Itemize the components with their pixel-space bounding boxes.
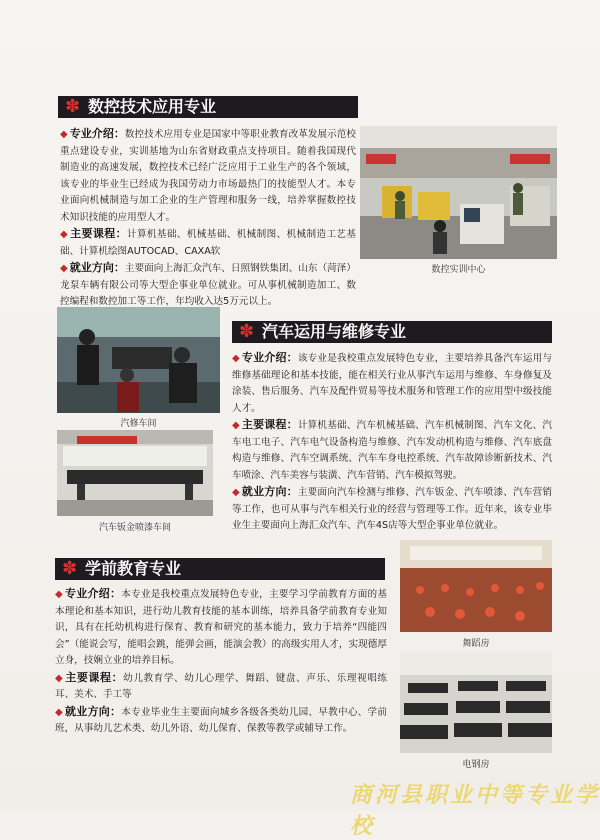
dance-room-caption: 舞蹈房 (462, 639, 490, 649)
bullet-icon: ◆ (55, 589, 63, 600)
bullet-icon: ◆ (60, 229, 69, 240)
section3-jobs: ◆ 就业方向：本专业毕业生主要面向城乡各级各类幼儿园、早教中心、学前班，从事幼儿艺术类、幼儿外语、幼儿保育、保教等教学或辅导工作。 (55, 704, 387, 734)
section3-header (55, 558, 385, 580)
school-watermark: 商河县职业中等专业学校 (350, 782, 600, 839)
bullet-icon: ◆ (232, 420, 240, 431)
section2-jobs: ◆ 就业方向：主要面向汽车检测与维修、汽车钣金、汽车喷漆、汽车营销等工作，也可从事与汽车相关行业的经营与管理等工作。近年来，该专业毕业生主要面向上海汇众汽车、汽车4S店等大型企事业单位就业。 (232, 485, 553, 531)
piano-room-photo (400, 653, 552, 753)
bullet-icon: ◆ (60, 129, 68, 140)
bullet-icon: ◆ (55, 672, 64, 684)
auto-repair-photo-caption: 汽修车间 (120, 419, 157, 429)
section2-intro: ◆ 专业介绍：该专业是我校重点发展特色专业，主要培养具备汽车运用与维修基础理论和基本技能，能在相关行业从事汽车运用与维修、车身修复及涂装、售后服务、汽车及配件贸易等技术服务和管理工作的应用型中级技能人才。 (232, 351, 553, 414)
bullet-icon: ◆ (55, 706, 63, 718)
flower-icon: ✽ (239, 321, 255, 342)
flower-icon: ✽ (65, 96, 81, 117)
section2-title: 汽车运用与维修专业 (262, 322, 407, 341)
cnc-training-center-photo (360, 126, 557, 259)
sheet-metal-paint-workshop-photo (57, 430, 213, 516)
section1-courses: ◆ 主要课程：计算机基础、机械基础、机械制图、机械制造工艺基础、计算机绘图AUTOCAD、CAXA软 (60, 227, 357, 257)
bullet-icon: ◆ (232, 353, 240, 364)
section1-jobs: ◆ 就业方向：主要面向上海汇众汽车、日照钢铁集团、山东（菏泽）龙泵车辆有限公司等大型企事业单位就业。可从事机械制造加工、数控编程和数控加工等工作，年均收入达5万元以上。 (60, 261, 357, 307)
section3-intro: ◆ 专业介绍：本专业是我校重点发展特色专业，主要学习学前教育方面的基本理论和基本知识，进行幼儿教育技能的基本训练，培养具备学前教育专业知识，具有在托幼机构进行保育、教育和研究的基本能力，致力于培养“四能四会”（能说会写，能唱会跳，能弹会画，能演会教）的高级实用人才，实现德厚立身，技娴立业的培养目标。 (55, 587, 387, 666)
section1-body (60, 126, 356, 311)
section1-title: 数控技术应用专业 (88, 97, 217, 116)
flower-icon: ✽ (62, 558, 78, 579)
section3-body (55, 586, 387, 738)
bullet-icon: ◆ (60, 263, 68, 274)
section1-intro: ◆ 专业介绍：数控技术应用专业是国家中等职业教育改革发展示范校重点建设专业，实训基地为山东省财政重点支持项目。随着我国现代制造业的高速发展，数控技术已经广泛应用于工业生产的各个领域，该专业的毕业生已经成为我国劳动力市场最热门的技能型人才。本专业面向机械制造与加工企业的生产管理和服务一线，培养掌握数控技术知识技能的应用型人才。 (60, 127, 357, 223)
sheet-metal-photo-caption: 汽车钣金喷漆车间 (98, 523, 171, 533)
section3-courses: ◆ 主要课程：幼儿教育学、幼儿心理学、舞蹈、键盘、声乐、乐理视唱练耳、美术、手工等 (55, 670, 388, 700)
dance-room-photo (400, 540, 552, 632)
cnc-photo-caption: 数控实训中心 (431, 265, 486, 275)
auto-repair-workshop-photo (57, 307, 220, 413)
piano-room-caption: 电钢房 (462, 760, 490, 770)
section1-header (58, 96, 358, 118)
section2-body (232, 350, 552, 535)
section3-title: 学前教育专业 (85, 559, 182, 578)
section2-courses: ◆ 主要课程：计算机基础、汽车机械基础、汽车机械制图、汽车文化、汽车电工电子、汽车电气设备构造与维修、汽车发动机构造与维修、汽车底盘构造与维修、汽车空调系统、汽车车身电控系统、汽车故障诊断新技术、汽车喷涂、汽车美容与装潢、汽车营销、汽车模拟驾驶。 (232, 418, 553, 481)
section2-header (232, 321, 552, 343)
bullet-icon: ◆ (232, 487, 240, 498)
